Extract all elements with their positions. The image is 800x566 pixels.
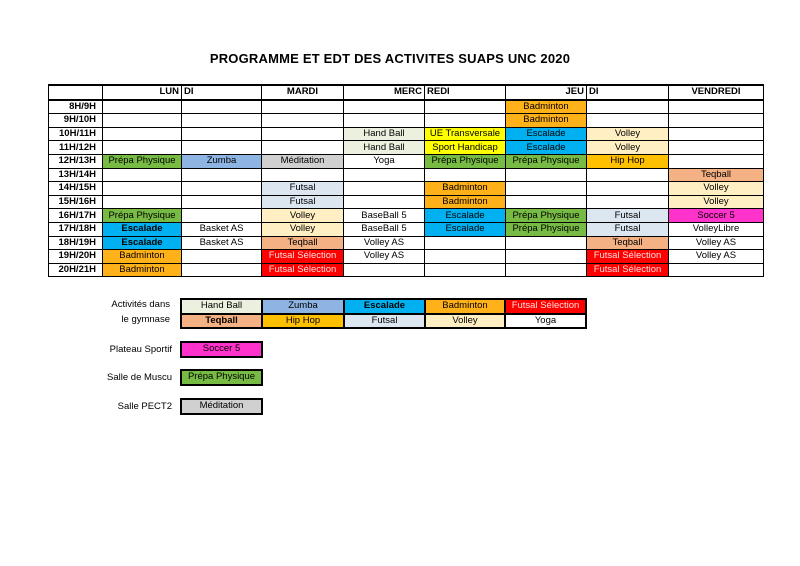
- time-slot: 12H/13H: [49, 154, 103, 168]
- cell-empty: [425, 100, 506, 114]
- time-slot: 15H/16H: [49, 195, 103, 209]
- cell-empty: [344, 263, 425, 277]
- legend-pect-table: [180, 398, 263, 415]
- time-slot: 20H/21H: [49, 263, 103, 277]
- legend-gymnase-line1: Activités dans: [111, 299, 170, 310]
- cell-hand-ball: Hand Ball: [344, 127, 425, 141]
- cell-empty: [506, 168, 587, 182]
- cell-empty: [344, 114, 425, 128]
- cell-teqball: Teqball: [587, 236, 669, 250]
- legend-zumba: Zumba: [262, 299, 344, 314]
- cell-empty: [425, 250, 506, 264]
- cell-empty: [506, 250, 587, 264]
- cell-badminton: Badminton: [506, 114, 587, 128]
- table-row: [49, 100, 764, 114]
- cell-empty: [262, 114, 344, 128]
- legend-pect-label: Salle PECT2: [117, 401, 172, 412]
- cell-hand-ball: Hand Ball: [344, 141, 425, 155]
- time-slot: 10H/11H: [49, 127, 103, 141]
- cell-volley-as: Volley AS: [344, 236, 425, 250]
- legend-teqball: Teqball: [181, 314, 262, 329]
- cell-sport-handicap: Sport Handicap: [425, 141, 506, 155]
- cell-empty: [182, 263, 262, 277]
- cell-volley: Volley: [669, 182, 764, 196]
- cell-empty: [103, 141, 182, 155]
- day-header-jeudi-part2: DI: [587, 85, 669, 100]
- cell-empty: [425, 236, 506, 250]
- cell-futsal-selection: Futsal Sélection: [587, 263, 669, 277]
- cell-empty: [669, 127, 764, 141]
- cell-prepa-physique: Prépa Physique: [103, 154, 182, 168]
- day-header-mercredi-part2: REDI: [425, 85, 506, 100]
- cell-empty: [182, 209, 262, 223]
- cell-volley-libre: VolleyLibre: [669, 222, 764, 236]
- cell-volley: Volley: [262, 222, 344, 236]
- cell-badminton: Badminton: [103, 250, 182, 264]
- cell-empty: [425, 114, 506, 128]
- cell-volley-as: Volley AS: [669, 236, 764, 250]
- day-header-mercredi-part1: MERC: [344, 85, 425, 100]
- legend-futsal: Futsal: [344, 314, 425, 329]
- legend-hip-hop: Hip Hop: [262, 314, 344, 329]
- table-row: [49, 168, 764, 182]
- cell-empty: [182, 168, 262, 182]
- cell-futsal-selection: Futsal Sélection: [262, 250, 344, 264]
- cell-empty: [587, 182, 669, 196]
- cell-basket-as: Basket AS: [182, 236, 262, 250]
- table-row: [49, 222, 764, 236]
- cell-empty: [669, 114, 764, 128]
- cell-empty: [587, 168, 669, 182]
- cell-volley-as: Volley AS: [669, 250, 764, 264]
- legend-muscu-table: [180, 369, 263, 386]
- cell-badminton: Badminton: [425, 182, 506, 196]
- cell-empty: [103, 100, 182, 114]
- table-row: [49, 236, 764, 250]
- cell-escalade: Escalade: [506, 127, 587, 141]
- cell-empty: [182, 182, 262, 196]
- cell-empty: [182, 114, 262, 128]
- cell-empty: [506, 195, 587, 209]
- time-slot: 17H/18H: [49, 222, 103, 236]
- cell-volley: Volley: [669, 195, 764, 209]
- cell-empty: [587, 195, 669, 209]
- cell-empty: [182, 250, 262, 264]
- cell-empty: [182, 195, 262, 209]
- cell-empty: [587, 100, 669, 114]
- cell-meditation: Méditation: [262, 154, 344, 168]
- cell-baseball-5: BaseBall 5: [344, 222, 425, 236]
- cell-empty: [262, 141, 344, 155]
- corner-cell: [49, 85, 103, 100]
- cell-empty: [103, 195, 182, 209]
- cell-empty: [182, 127, 262, 141]
- time-slot: 13H/14H: [49, 168, 103, 182]
- table-row: [49, 209, 764, 223]
- legend-row: [181, 314, 586, 329]
- cell-badminton: Badminton: [103, 263, 182, 277]
- cell-volley: Volley: [587, 141, 669, 155]
- cell-empty: [425, 263, 506, 277]
- time-slot: 8H/9H: [49, 100, 103, 114]
- cell-futsal: Futsal: [262, 182, 344, 196]
- cell-hip-hop: Hip Hop: [587, 154, 669, 168]
- cell-empty: [262, 100, 344, 114]
- legend-escalade: Escalade: [344, 299, 425, 314]
- cell-zumba: Zumba: [182, 154, 262, 168]
- cell-escalade: Escalade: [425, 222, 506, 236]
- cell-prepa-physique: Prépa Physique: [506, 222, 587, 236]
- cell-empty: [669, 141, 764, 155]
- cell-empty: [103, 182, 182, 196]
- legend-gymnase-table: [180, 298, 587, 329]
- legend-badminton: Badminton: [425, 299, 505, 314]
- cell-futsal: Futsal: [587, 222, 669, 236]
- legend-plateau-label: Plateau Sportif: [109, 344, 172, 355]
- cell-volley: Volley: [587, 127, 669, 141]
- table-row: [49, 114, 764, 128]
- cell-prepa-physique: Prépa Physique: [425, 154, 506, 168]
- cell-teqball: Teqball: [669, 168, 764, 182]
- legend-gymnase-label: [92, 298, 170, 326]
- legend-meditation: Méditation: [181, 399, 262, 414]
- legend-plateau-table: [180, 341, 263, 358]
- legend-row: [181, 299, 586, 314]
- cell-empty: [669, 154, 764, 168]
- cell-prepa-physique: Prépa Physique: [103, 209, 182, 223]
- schedule-table: [48, 84, 764, 277]
- cell-empty: [344, 182, 425, 196]
- cell-empty: [669, 100, 764, 114]
- cell-empty: [103, 168, 182, 182]
- table-row: [49, 154, 764, 168]
- cell-volley: Volley: [262, 209, 344, 223]
- cell-teqball: Teqball: [262, 236, 344, 250]
- day-header-mardi: MARDI: [262, 85, 344, 100]
- time-slot: 16H/17H: [49, 209, 103, 223]
- cell-badminton: Badminton: [425, 195, 506, 209]
- cell-escalade: Escalade: [103, 222, 182, 236]
- day-header-lundi-part1: LUN: [103, 85, 182, 100]
- cell-baseball-5: BaseBall 5: [344, 209, 425, 223]
- cell-empty: [506, 263, 587, 277]
- time-slot: 14H/15H: [49, 182, 103, 196]
- cell-empty: [344, 168, 425, 182]
- table-row: [49, 141, 764, 155]
- table-row: [49, 263, 764, 277]
- time-slot: 18H/19H: [49, 236, 103, 250]
- cell-volley-as: Volley AS: [344, 250, 425, 264]
- table-row: [49, 195, 764, 209]
- cell-empty: [669, 263, 764, 277]
- cell-empty: [262, 168, 344, 182]
- day-header-row: [49, 85, 764, 100]
- cell-futsal: Futsal: [262, 195, 344, 209]
- day-header-jeudi-part1: JEU: [506, 85, 587, 100]
- cell-empty: [587, 114, 669, 128]
- cell-empty: [506, 236, 587, 250]
- cell-empty: [344, 195, 425, 209]
- cell-badminton: Badminton: [506, 100, 587, 114]
- day-header-lundi-part2: DI: [182, 85, 262, 100]
- cell-soccer-5: Soccer 5: [669, 209, 764, 223]
- legend-soccer-5: Soccer 5: [181, 342, 262, 357]
- legend-hand-ball: Hand Ball: [181, 299, 262, 314]
- time-slot: 9H/10H: [49, 114, 103, 128]
- legend-futsal-selection: Futsal Sélection: [505, 299, 586, 314]
- cell-empty: [425, 168, 506, 182]
- cell-basket-as: Basket AS: [182, 222, 262, 236]
- cell-futsal: Futsal: [587, 209, 669, 223]
- cell-escalade: Escalade: [103, 236, 182, 250]
- cell-ue-transversale: UE Transversale: [425, 127, 506, 141]
- legend-muscu-label: Salle de Muscu: [107, 372, 172, 383]
- cell-empty: [182, 141, 262, 155]
- cell-empty: [182, 100, 262, 114]
- day-header-vendredi: VENDREDI: [669, 85, 764, 100]
- cell-futsal-selection: Futsal Sélection: [587, 250, 669, 264]
- table-row: [49, 182, 764, 196]
- cell-prepa-physique: Prépa Physique: [506, 154, 587, 168]
- legend-yoga: Yoga: [505, 314, 586, 329]
- table-row: [49, 127, 764, 141]
- cell-escalade: Escalade: [506, 141, 587, 155]
- cell-empty: [506, 182, 587, 196]
- cell-prepa-physique: Prépa Physique: [506, 209, 587, 223]
- legend-gymnase-line2: le gymnase: [121, 314, 170, 325]
- cell-futsal-selection: Futsal Sélection: [262, 263, 344, 277]
- cell-empty: [103, 114, 182, 128]
- cell-empty: [344, 100, 425, 114]
- legend-prepa-physique: Prépa Physique: [181, 370, 262, 385]
- time-slot: 11H/12H: [49, 141, 103, 155]
- cell-yoga: Yoga: [344, 154, 425, 168]
- legend-volley: Volley: [425, 314, 505, 329]
- cell-empty: [262, 127, 344, 141]
- cell-empty: [103, 127, 182, 141]
- time-slot: 19H/20H: [49, 250, 103, 264]
- cell-escalade: Escalade: [425, 209, 506, 223]
- table-row: [49, 250, 764, 264]
- page-title: PROGRAMME ET EDT DES ACTIVITES SUAPS UNC 2020: [209, 51, 571, 66]
